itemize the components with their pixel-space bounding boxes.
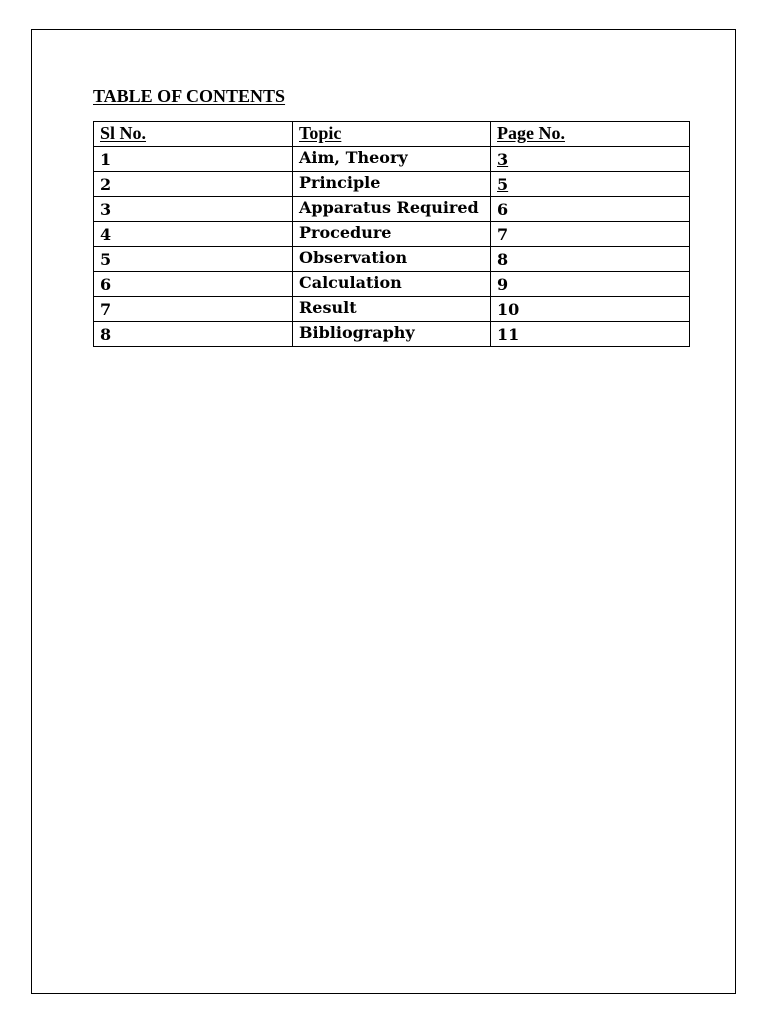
header-page-no: Page No. xyxy=(491,122,690,147)
table-row xyxy=(94,197,690,222)
cell-topic: Procedure xyxy=(293,222,491,247)
cell-topic: Principle xyxy=(293,172,491,197)
cell-topic: Bibliography xyxy=(293,322,491,347)
cell-topic: Aim, Theory xyxy=(293,147,491,172)
table-row xyxy=(94,272,690,297)
cell-sl-no: 7 xyxy=(94,297,293,322)
contents-table xyxy=(93,121,690,347)
cell-topic: Observation xyxy=(293,247,491,272)
table-row xyxy=(94,297,690,322)
cell-topic: Apparatus Required xyxy=(293,197,491,222)
cell-sl-no: 5 xyxy=(94,247,293,272)
cell-sl-no: 8 xyxy=(94,322,293,347)
cell-page-no: 6 xyxy=(491,197,690,222)
cell-page-no: 10 xyxy=(491,297,690,322)
table-row xyxy=(94,222,690,247)
cell-sl-no: 3 xyxy=(94,197,293,222)
table-row xyxy=(94,247,690,272)
table-header-row xyxy=(94,122,690,147)
cell-sl-no: 4 xyxy=(94,222,293,247)
cell-sl-no: 6 xyxy=(94,272,293,297)
cell-page-no: 9 xyxy=(491,272,690,297)
cell-page-no: 5 xyxy=(491,172,690,197)
document-title: TABLE OF CONTENTS xyxy=(93,86,286,106)
cell-page-no: 3 xyxy=(491,147,690,172)
cell-page-no: 11 xyxy=(491,322,690,347)
cell-topic: Result xyxy=(293,297,491,322)
table-row xyxy=(94,172,690,197)
cell-sl-no: 1 xyxy=(94,147,293,172)
header-topic: Topic xyxy=(293,122,491,147)
cell-page-no: 7 xyxy=(491,222,690,247)
cell-sl-no: 2 xyxy=(94,172,293,197)
header-sl-no: Sl No. xyxy=(94,122,293,147)
table-row xyxy=(94,322,690,347)
cell-page-no: 8 xyxy=(491,247,690,272)
cell-topic: Calculation xyxy=(293,272,491,297)
table-row xyxy=(94,147,690,172)
